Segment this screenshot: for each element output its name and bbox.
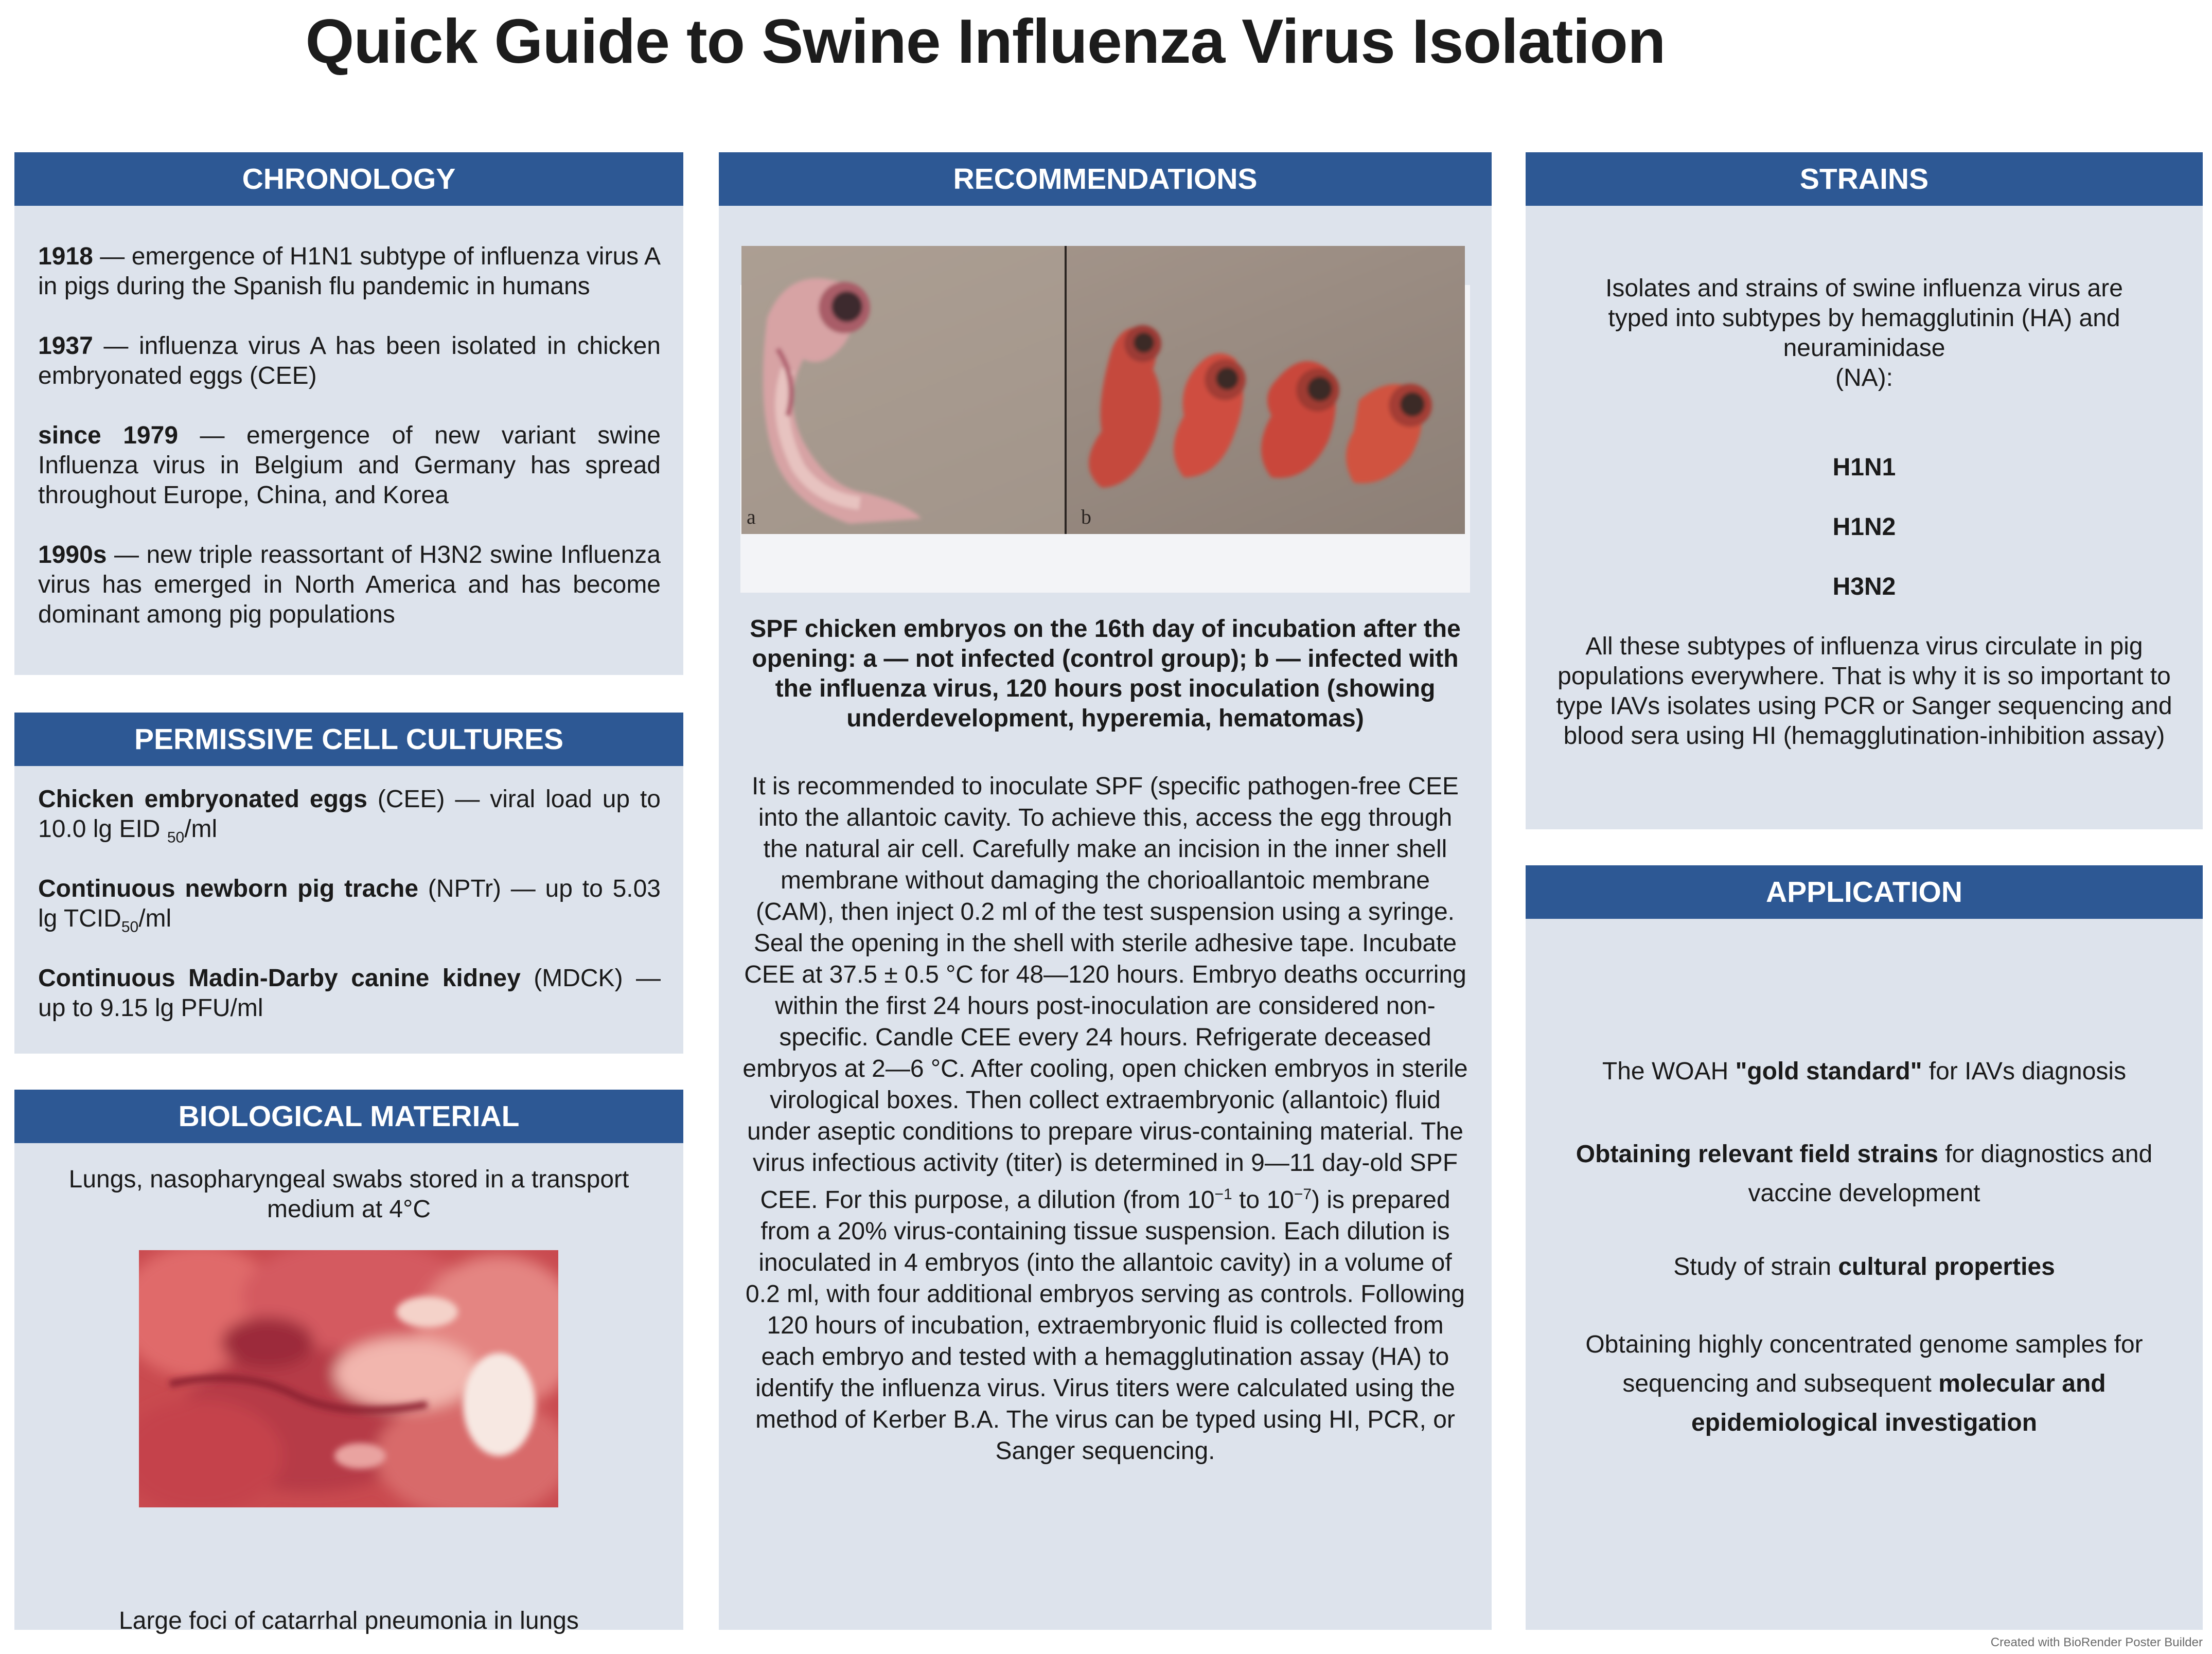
application-panel	[1526, 865, 2203, 1630]
strains-outro: All these subtypes of influenza virus circulate in pig populations everywhere. That is why it is so important to type IAVs isolates using PCR or Sanger sequencing and blood sera using HI (hemagglutination-inhibition assay)	[1556, 633, 2172, 750]
culture-entry	[38, 964, 661, 1023]
poster-title: Quick Guide to Swine Influenza Virus Isolation	[305, 6, 1666, 76]
recommendations-body	[739, 771, 1471, 1467]
entry-text: — emergence of H1N1 subtype of influenza virus A in pigs during the Spanish flu pandemic in humans	[38, 243, 661, 300]
entry-year: 1937	[38, 332, 93, 360]
culture-sub: 50	[121, 918, 139, 936]
strains-header: STRAINS	[1526, 152, 2203, 206]
application-item	[1546, 1252, 2182, 1282]
lung-photo-caption: Large foci of catarrhal pneumonia in lungs	[119, 1607, 579, 1634]
entry-year: since 1979	[38, 422, 179, 449]
chicken-embryos-photo	[741, 246, 1465, 534]
entry-year: 1918	[38, 243, 93, 270]
intro-line: (NA):	[1835, 364, 1893, 392]
embryo-photo-caption: SPF chicken embryos on the 16th day of incubation after the opening: a — not infected (control group); b — infected with the influenza virus, 120 hours post inoculation (showing underdevelopment, hyperemia, hematomas)	[750, 615, 1461, 732]
culture-text: (NPTr) — up to 5.03 lg TCID	[38, 875, 661, 932]
item-text: The WOAH	[1602, 1058, 1736, 1085]
subtype-h1n2: H1N2	[1832, 513, 1896, 541]
subtype-h3n2: H3N2	[1832, 573, 1896, 600]
culture-entry	[38, 874, 661, 942]
recommendations-header: RECOMMENDATIONS	[719, 152, 1492, 206]
culture-name: Continuous Madin-Darby canine kidney	[38, 965, 521, 992]
lung-pathology-photo	[139, 1250, 558, 1507]
entry-text: — influenza virus A has been isolated in chicken embryonated eggs (CEE)	[38, 332, 661, 389]
strains-intro	[1546, 274, 2182, 393]
chronology-entry	[38, 242, 661, 301]
culture-name: Continuous newborn pig trache	[38, 875, 419, 902]
culture-unit: /ml	[184, 815, 218, 843]
item-bold: molecular and epidemiological investigation	[1691, 1370, 2106, 1436]
chronology-panel	[14, 152, 683, 675]
intro-line: typed into subtypes by hemagglutinin (HA) and	[1608, 305, 2120, 332]
culture-text: (MDCK) — up to 9.15 lg PFU/ml	[38, 965, 661, 1022]
application-item	[1546, 1135, 2182, 1213]
cell-cultures-header: PERMISSIVE CELL CULTURES	[14, 713, 683, 766]
exponent: −7	[1294, 1186, 1312, 1203]
item-text: for IAVs diagnosis	[1922, 1058, 2127, 1085]
item-bold: cultural properties	[1838, 1253, 2055, 1280]
chronology-entry	[38, 421, 661, 510]
chronology-entry	[38, 331, 661, 391]
entry-text: — emergence of new variant swine Influenza virus in Belgium and Germany has spread throughout Europe, China, and Korea	[38, 422, 661, 509]
chronology-header: CHRONOLOGY	[14, 152, 683, 206]
application-header: APPLICATION	[1526, 865, 2203, 919]
culture-name: Chicken embryonated eggs	[38, 786, 367, 813]
item-bold: "gold standard"	[1735, 1058, 1922, 1085]
body-text: ) is prepared from a 20% virus-containing tissue suspension. Each dilution is inoculated in 4 embryos (into the allantoic cavity) in a volume of 0.2 ml, with four additional embryos serving as controls. Following 120 hours of incubation, extraembryonic fluid is collected from each embryo and tested with a hemagglutination assay (HA) to identify the influenza virus. Virus titers were calculated using the method of Kerber B.A. The virus can be typed using HI, PCR, or Sanger sequencing.	[746, 1186, 1465, 1465]
strains-panel	[1526, 152, 2203, 829]
culture-entry	[38, 785, 661, 853]
intro-line: neuraminidase	[1783, 334, 1945, 362]
item-text: Obtaining highly concentrated genome samples for sequencing and subsequent	[1585, 1331, 2143, 1397]
body-text: It is recommended to inoculate SPF (specific pathogen-free CEE into the allantoic cavity. To achieve this, access the egg through the natural air cell. Carefully make an incision in the inner shell membrane without damaging the chorioallantoic membrane (CAM), then inject 0.2 ml of the test suspension using a syringe. Seal the opening in the shell with sterile adhesive tape. Incubate CEE at 37.5 ± 0.5 °C for 48—120 hours. Embryo deaths occurring within the first 24 hours post-inoculation are considered non-specific. Candle CEE every 24 hours. Refrigerate deceased embryos at 2—6 °C. After cooling, open chicken embryos in sterile virological boxes. Then collect extraembryonic (allantoic) fluid under aseptic conditions to prepare virus-containing material. The virus infectious activity (titer) is determined in 9—11 day-old SPF CEE. For this purpose, a dilution (from 10	[742, 773, 1468, 1214]
culture-sub: 50	[167, 829, 185, 846]
photo-label-b: b	[1081, 505, 1091, 528]
chronology-entry	[38, 540, 661, 630]
biological-material-header: BIOLOGICAL MATERIAL	[14, 1090, 683, 1143]
item-text: for diagnostics and vaccine development	[1748, 1141, 2153, 1207]
item-text: Study of strain	[1673, 1253, 1838, 1280]
body-text: to 10	[1232, 1186, 1294, 1214]
subtype-h1n1: H1N1	[1832, 454, 1896, 481]
intro-line: Isolates and strains of swine influenza virus are	[1605, 275, 2123, 302]
photo-label-a: a	[747, 505, 756, 528]
item-bold: Obtaining relevant field strains	[1576, 1141, 1938, 1168]
application-item	[1546, 1057, 2182, 1087]
entry-text: — new triple reassortant of H3N2 swine Influenza virus has emerged in North America and has become dominant among pig populations	[38, 541, 661, 628]
cell-cultures-panel	[14, 713, 683, 1054]
exponent: −1	[1214, 1186, 1232, 1203]
footer-credit: Created with BioRender Poster Builder	[1990, 1635, 2203, 1649]
biological-description: Lungs, nasopharyngeal swabs stored in a transport medium at 4°C	[68, 1166, 629, 1223]
culture-text: (CEE) — viral load up to 10.0 lg EID	[38, 786, 661, 843]
application-item	[1546, 1325, 2182, 1443]
culture-unit: /ml	[138, 905, 172, 932]
entry-year: 1990s	[38, 541, 107, 568]
